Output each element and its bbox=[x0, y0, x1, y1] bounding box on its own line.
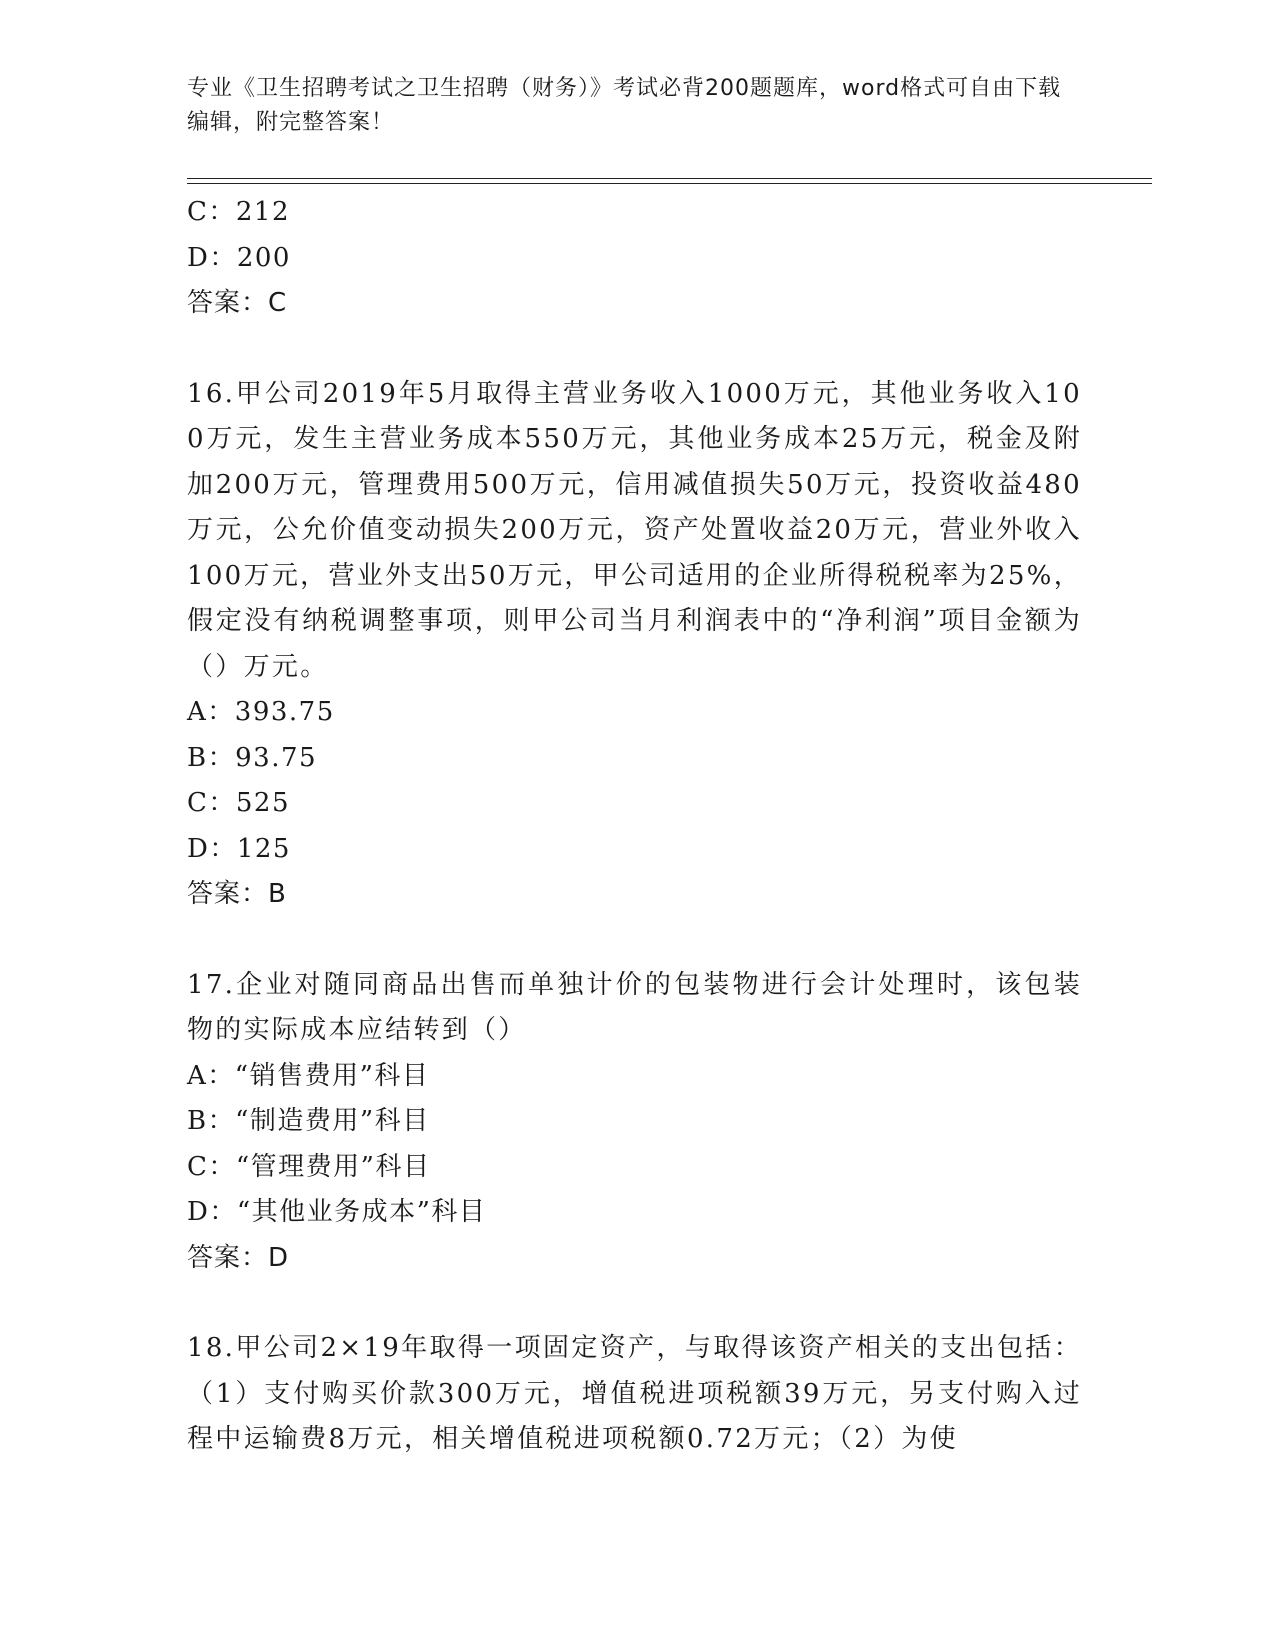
answer-line: 答案：D bbox=[187, 1242, 290, 1273]
header-divider-bottom bbox=[187, 183, 1152, 184]
document-header bbox=[187, 72, 1067, 140]
option-a: A：393.75 bbox=[187, 697, 335, 727]
answer-line: 答案：C bbox=[187, 288, 288, 318]
answer-line: 答案：B bbox=[187, 879, 287, 909]
option-d: D：200 bbox=[187, 242, 291, 273]
question-text: 16.甲公司2019年5月取得主营业务收入1000万元，其他业务收入100万元，发生主营业务成本550万元，其他业务成本25万元，税金及附加200万元，管理费用500万元，信用减值损失50万元，投资收益480万元，公允价值变动损失200万元，资产处置收益20万元，营业外收入100万元，营业外支出50万元，甲公司适用的企业所得税税率为25%，假定没有纳税调整事项，则甲公司当月利润表中的“净利润”项目金额为（）万元。 bbox=[187, 378, 1082, 682]
option-c: C：212 bbox=[187, 197, 291, 227]
question-list bbox=[187, 190, 1082, 1463]
header-divider-top bbox=[187, 178, 1152, 179]
question-17 bbox=[187, 963, 1082, 1282]
question-text: 18.甲公司2×19年取得一项固定资产，与取得该资产相关的支出包括：（1）支付购买价款300万元，增值税进项税额39万元，另支付购入过程中运输费8万元，相关增值税进项税额0.72万元；（2）为使 bbox=[187, 1333, 1082, 1454]
option-b: B：93.75 bbox=[187, 742, 318, 773]
header-title: 专业《卫生招聘考试之卫生招聘（财务）》考试必背200题题库，word格式可自由下载编辑，附完整答案！ bbox=[187, 76, 1062, 135]
option-c: C：525 bbox=[187, 788, 291, 818]
option-d: D：125 bbox=[187, 833, 291, 864]
option-c: C：“管理费用”科目 bbox=[187, 1151, 431, 1182]
option-a: A：“销售费用”科目 bbox=[187, 1060, 430, 1091]
question-text: 17.企业对随同商品出售而单独计价的包装物进行会计处理时，该包装物的实际成本应结转到（） bbox=[187, 969, 1082, 1045]
option-b: B：“制造费用”科目 bbox=[187, 1106, 430, 1136]
option-d: D：“其他业务成本”科目 bbox=[187, 1197, 487, 1227]
question-16 bbox=[187, 372, 1082, 918]
question-18 bbox=[187, 1326, 1082, 1463]
question-15-continued bbox=[187, 190, 1082, 327]
